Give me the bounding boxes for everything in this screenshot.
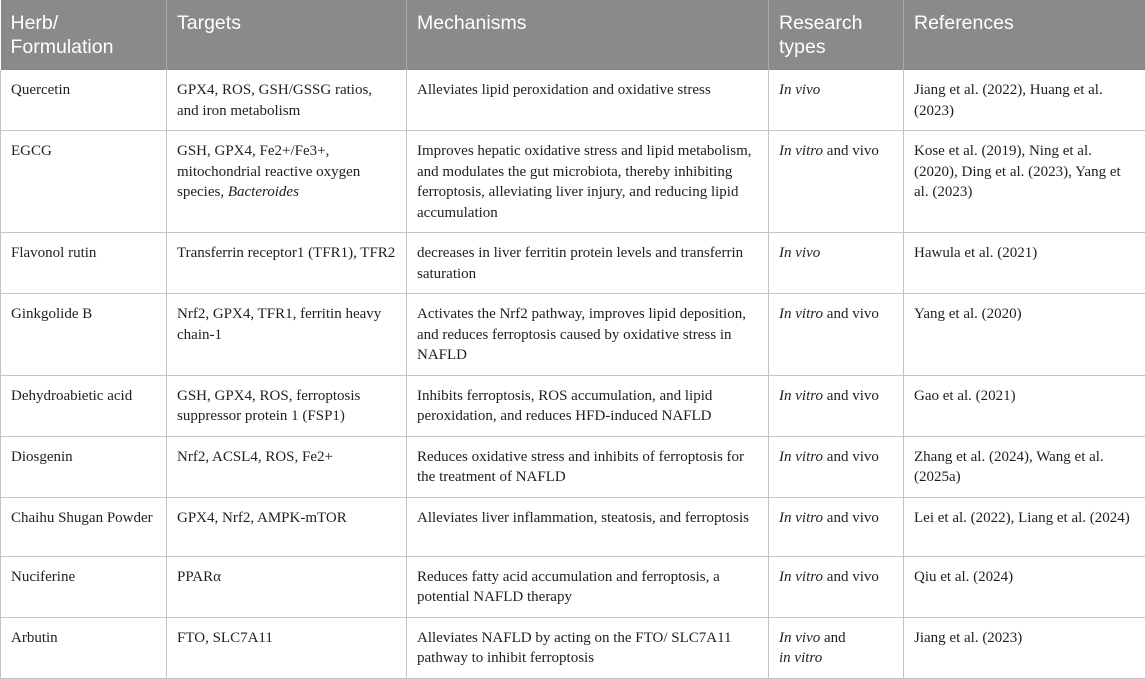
- research-rest: and vivo: [823, 388, 879, 404]
- cell-targets: [167, 131, 407, 233]
- cell-references: Jiang et al. (2022), Huang et al. (2023): [904, 70, 1145, 131]
- research-italic: In vitro: [779, 143, 823, 159]
- cell-targets: Nrf2, GPX4, TFR1, ferritin heavy chain-1: [167, 294, 407, 376]
- header-row: [1, 0, 1145, 70]
- table-body: [1, 70, 1145, 678]
- research-italic: In vivo: [779, 82, 820, 98]
- cell-targets: GPX4, ROS, GSH/GSSG ratios, and iron metabolism: [167, 70, 407, 131]
- cell-research-type: [769, 375, 904, 436]
- cell-herb: Dehydroabietic acid: [1, 375, 167, 436]
- research-rest: and vivo: [823, 143, 879, 159]
- cell-targets: Nrf2, ACSL4, ROS, Fe2+: [167, 436, 407, 497]
- research-italic: In vivo: [779, 245, 820, 261]
- research-rest: and vivo: [823, 569, 879, 585]
- header-herb: Herb/ Formulation: [1, 0, 167, 70]
- cell-references: Kose et al. (2019), Ning et al. (2020), Ding et al. (2023), Yang et al. (2023): [904, 131, 1145, 233]
- research-italic: In vitro: [779, 510, 823, 526]
- cell-references: Lei et al. (2022), Liang et al. (2024): [904, 497, 1145, 556]
- table-row: [1, 70, 1145, 131]
- table-row: [1, 497, 1145, 556]
- cell-references: Hawula et al. (2021): [904, 233, 1145, 294]
- cell-mechanisms: Activates the Nrf2 pathway, improves lipid deposition, and reduces ferroptosis caused by oxidative stress in NAFLD: [407, 294, 769, 376]
- cell-herb: EGCG: [1, 131, 167, 233]
- table-row: [1, 436, 1145, 497]
- research-italic: In vivo: [779, 630, 820, 646]
- cell-targets: Transferrin receptor1 (TFR1), TFR2: [167, 233, 407, 294]
- cell-targets: GSH, GPX4, ROS, ferroptosis suppressor protein 1 (FSP1): [167, 375, 407, 436]
- cell-mechanisms: Improves hepatic oxidative stress and lipid metabolism, and modulates the gut microbiota, thereby inhibiting ferroptosis, alleviating liver injury, and reducing lipid accumulation: [407, 131, 769, 233]
- cell-references: Jiang et al. (2023): [904, 617, 1145, 678]
- cell-herb: Arbutin: [1, 617, 167, 678]
- research-italic: In vitro: [779, 569, 823, 585]
- cell-mechanisms: Reduces oxidative stress and inhibits of ferroptosis for the treatment of NAFLD: [407, 436, 769, 497]
- header-references: References: [904, 0, 1145, 70]
- cell-mechanisms: Alleviates lipid peroxidation and oxidative stress: [407, 70, 769, 131]
- cell-herb: Quercetin: [1, 70, 167, 131]
- table-row: [1, 233, 1145, 294]
- cell-targets: FTO, SLC7A11: [167, 617, 407, 678]
- cell-research-type: [769, 556, 904, 617]
- table-row: [1, 375, 1145, 436]
- cell-targets: PPARα: [167, 556, 407, 617]
- targets-text: GSH, GPX4, Fe2+/Fe3+, mitochondrial reactive oxygen species,: [177, 143, 360, 200]
- table-row: [1, 617, 1145, 678]
- cell-targets: GPX4, Nrf2, AMPK-mTOR: [167, 497, 407, 556]
- research-italic: In vitro: [779, 388, 823, 404]
- table-row: [1, 131, 1145, 233]
- table-row: [1, 294, 1145, 376]
- cell-research-type: [769, 131, 904, 233]
- targets-italic: Bacteroides: [228, 184, 299, 200]
- table-header: [1, 0, 1145, 70]
- cell-mechanisms: Alleviates NAFLD by acting on the FTO/ SLC7A11 pathway to inhibit ferroptosis: [407, 617, 769, 678]
- research-italic: In vitro: [779, 306, 823, 322]
- research-rest: and vivo: [823, 306, 879, 322]
- cell-herb: Flavonol rutin: [1, 233, 167, 294]
- research-rest: and: [820, 630, 845, 646]
- cell-references: Qiu et al. (2024): [904, 556, 1145, 617]
- research-italic: In vitro: [779, 449, 823, 465]
- research-rest: and vivo: [823, 449, 879, 465]
- cell-herb: Chaihu Shugan Powder: [1, 497, 167, 556]
- table-row: [1, 556, 1145, 617]
- cell-mechanisms: Reduces fatty acid accumulation and ferroptosis, a potential NAFLD therapy: [407, 556, 769, 617]
- header-targets: Targets: [167, 0, 407, 70]
- cell-research-type: [769, 70, 904, 131]
- cell-herb: Ginkgolide B: [1, 294, 167, 376]
- cell-mechanisms: Alleviates liver inflammation, steatosis, and ferroptosis: [407, 497, 769, 556]
- cell-research-type: [769, 294, 904, 376]
- research-rest: and vivo: [823, 510, 879, 526]
- cell-references: Yang et al. (2020): [904, 294, 1145, 376]
- cell-mechanisms: Inhibits ferroptosis, ROS accumulation, and lipid peroxidation, and reduces HFD-induced NAFLD: [407, 375, 769, 436]
- research-italic-2: in vitro: [779, 650, 822, 666]
- cell-mechanisms: decreases in liver ferritin protein levels and transferrin saturation: [407, 233, 769, 294]
- cell-references: Gao et al. (2021): [904, 375, 1145, 436]
- cell-research-type: [769, 617, 904, 678]
- cell-herb: Nuciferine: [1, 556, 167, 617]
- cell-research-type: [769, 233, 904, 294]
- cell-research-type: [769, 497, 904, 556]
- header-research-types: Research types: [769, 0, 904, 70]
- cell-research-type: [769, 436, 904, 497]
- cell-references: Zhang et al. (2024), Wang et al. (2025a): [904, 436, 1145, 497]
- header-mechanisms: Mechanisms: [407, 0, 769, 70]
- cell-herb: Diosgenin: [1, 436, 167, 497]
